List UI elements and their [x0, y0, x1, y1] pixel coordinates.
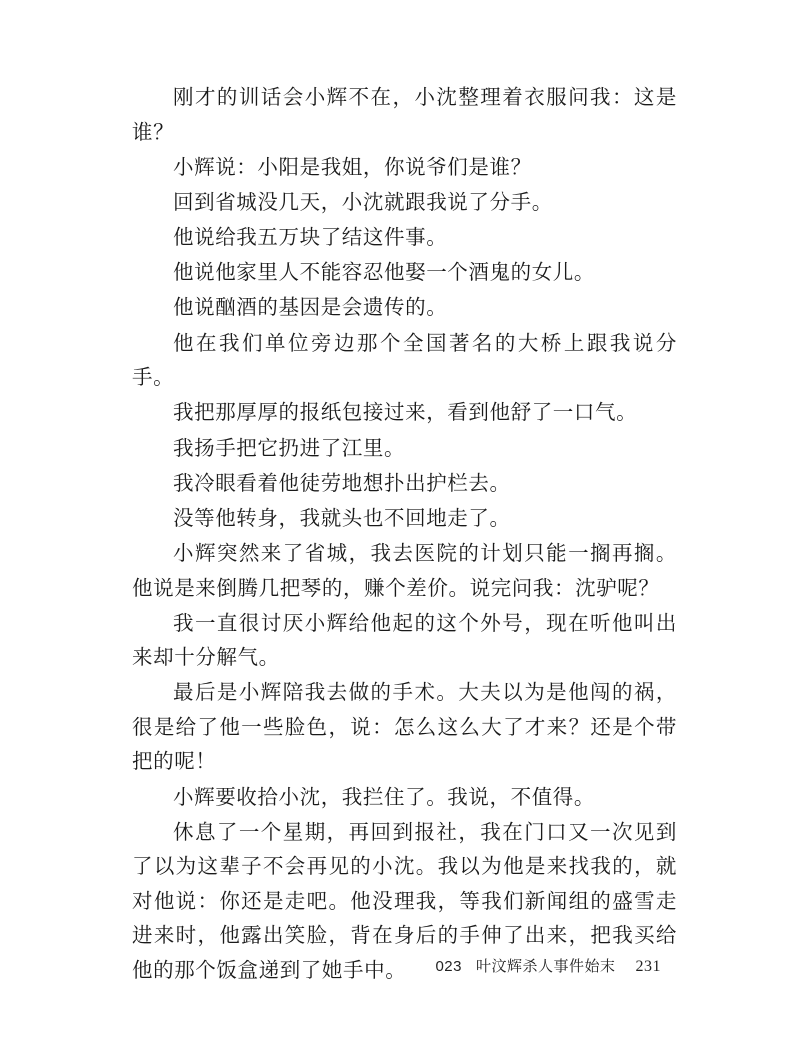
body-text: [132, 80, 677, 988]
paragraph-9: 我扬手把它扔进了江里。: [173, 435, 406, 460]
paragraph-16: 休息了一个星期，再回到报社，我在门口又一次见到了以为这辈子不会再见的小沈。我以为他是来找我的，就对他说：你还是走吧。他没理我，等我们新闻组的盛雪走进来时，他露出笑脸，背在身后的手伸了出来，把我买给他的那个饭盒递到了她手中。: [132, 819, 677, 982]
paragraph-13: 我一直很讨厌小辉给他起的这个外号，现在听他叫出来却十分解气。: [132, 610, 677, 670]
paragraph-2: 小辉说：小阳是我姐，你说爷们是谁？: [173, 154, 532, 179]
paragraph-5: 他说他家里人不能容忍他娶一个酒鬼的女儿。: [173, 260, 595, 285]
paragraph-14: 最后是小辉陪我去做的手术。大夫以为是他闯的祸，很是给了他一些脸色，说：怎么这么大了才来？还是个带把的呢！: [132, 680, 677, 774]
paragraph-4: 他说给我五万块了结这件事。: [173, 225, 448, 250]
paragraph-15: 小辉要收拾小沈，我拦住了。我说，不值得。: [173, 784, 595, 809]
paragraph-8: 我把那厚厚的报纸包接过来，看到他舒了一口气。: [173, 400, 638, 425]
page-number: 231: [635, 958, 661, 975]
page-footer: [435, 955, 661, 976]
paragraph-3: 回到省城没几天，小沈就跟我说了分手。: [173, 189, 553, 214]
paragraph-12: 小辉突然来了省城，我去医院的计划只能一搁再搁。他说是来倒腾几把琴的，赚个差价。说完问我：沈驴呢？: [132, 541, 677, 600]
paragraph-7: 他在我们单位旁边那个全国著名的大桥上跟我说分手。: [132, 330, 677, 390]
chapter-title: 叶汶辉杀人事件始末: [475, 957, 616, 975]
paragraph-11: 没等他转身，我就头也不回地走了。: [173, 505, 511, 530]
paragraph-10: 我冷眼看着他徒劳地想扑出护栏去。: [173, 470, 511, 495]
paragraph-1: 刚才的训话会小辉不在，小沈整理着衣服问我：这是谁？: [132, 85, 677, 144]
paragraph-6: 他说酗酒的基因是会遗传的。: [173, 295, 448, 320]
chapter-number: 023: [435, 958, 462, 975]
